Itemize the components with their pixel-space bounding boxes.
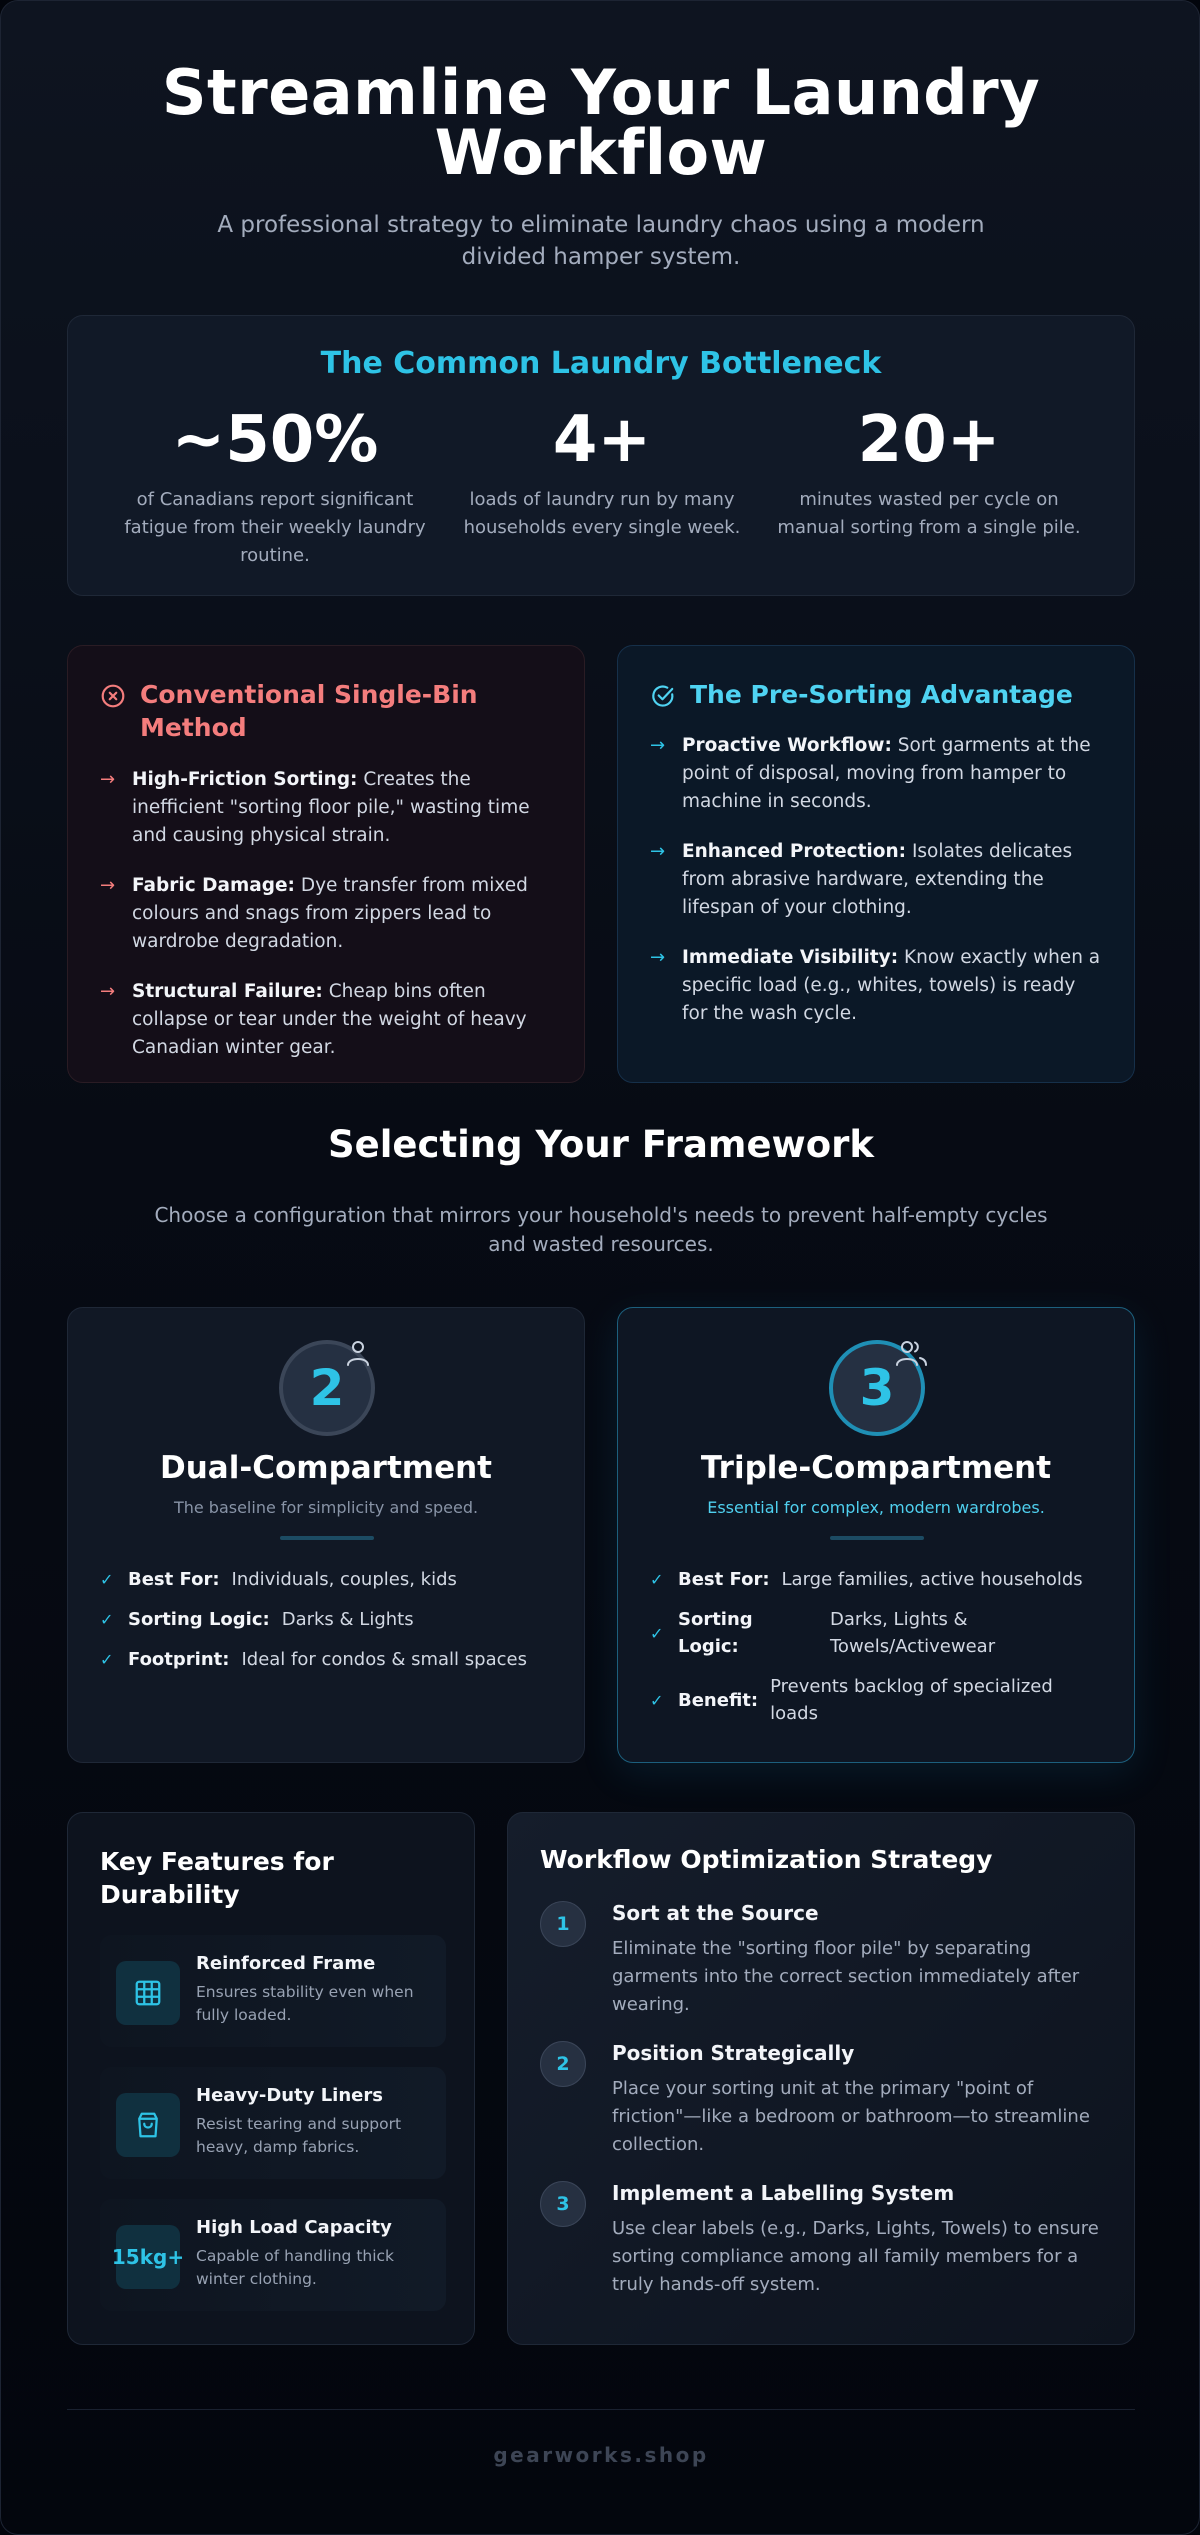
step-title: Implement a Labelling System — [612, 2181, 955, 2205]
detail-label: Best For: — [128, 1569, 220, 1590]
step-desc: Place your sorting unit at the primary "point of friction"—like a bedroom or bathroom—to streamline collection. — [612, 2078, 1090, 2155]
detail-value: Ideal for condos & small spaces — [241, 1649, 527, 1670]
key-features-card — [67, 1812, 475, 2345]
compartment-badge — [829, 1340, 925, 1436]
detail-row — [650, 1673, 1106, 1727]
detail-value: Prevents backlog of specialized loads — [770, 1676, 1053, 1724]
stat-value: 20+ — [857, 403, 1001, 477]
load-capacity-badge: 15kg+ — [111, 2245, 185, 2269]
feature-desc: Capable of handling thick winter clothing. — [196, 2247, 395, 2288]
check-icon: ✓ — [650, 1690, 664, 1710]
item-text: Isolates delicates from abrasive hardware, extending the lifespan of your clothing. — [682, 841, 1073, 918]
page-subtitle: A professional strategy to eliminate laundry chaos using a modern divided hamper system. — [217, 212, 985, 270]
stat-fatigue — [110, 404, 440, 570]
check-icon: ✓ — [650, 1623, 664, 1643]
triple-compartment-card — [617, 1307, 1135, 1763]
check-icon: ✓ — [100, 1650, 114, 1669]
list-item — [650, 838, 1104, 922]
arrow-right-icon: → — [100, 769, 116, 790]
detail-value: Darks & Lights — [281, 1609, 414, 1630]
framework-subtitle: Choose a configuration that mirrors your household's needs to prevent half-empty cycles and wasted resources. — [154, 1203, 1048, 1256]
item-label: Enhanced Protection: — [682, 841, 907, 862]
compartment-title: Dual-Compartment — [160, 1450, 492, 1486]
step-number: 2 — [540, 2041, 586, 2087]
footer-brand: gearworks.shop — [493, 2443, 709, 2467]
item-text: Creates the inefficient "sorting floor pile," wasting time and causing physical strain. — [132, 769, 530, 846]
compartment-details — [100, 1566, 556, 1686]
feature-title: High Load Capacity — [196, 2217, 392, 2238]
weight-icon — [111, 2225, 185, 2289]
compartment-number: 3 — [859, 1359, 895, 1417]
check-circle-icon — [650, 683, 676, 709]
check-icon: ✓ — [100, 1570, 114, 1589]
feature-desc: Resist tearing and support heavy, damp fabrics. — [196, 2115, 402, 2156]
detail-label: Footprint: — [128, 1649, 230, 1670]
stat-value: 4+ — [552, 403, 652, 477]
footer-divider — [67, 2409, 1135, 2410]
feature-title: Reinforced Frame — [196, 1953, 376, 1974]
compartment-subtitle: Essential for complex, modern wardrobes. — [707, 1498, 1045, 1517]
feature-title: Heavy-Duty Liners — [196, 2085, 383, 2106]
list-item — [100, 978, 554, 1062]
compartment-title: Triple-Compartment — [700, 1450, 1052, 1486]
conventional-method-card — [67, 645, 585, 1083]
item-text: Cheap bins often collapse or tear under the weight of heavy Canadian winter gear. — [132, 981, 527, 1058]
grid-frame-icon — [116, 1961, 180, 2025]
detail-row — [650, 1606, 1106, 1660]
hero — [67, 56, 1135, 273]
detail-row — [100, 1606, 556, 1633]
feature-item — [100, 2199, 446, 2311]
item-text: Know exactly when a specific load (e.g., whites, towels) is ready for the wash cycle. — [682, 947, 1101, 1024]
step-title: Sort at the Source — [612, 1901, 819, 1925]
page-title: Streamline Your Laundry Workflow — [161, 56, 1041, 189]
detail-row — [650, 1566, 1106, 1593]
compartment-number: 2 — [309, 1359, 345, 1417]
detail-label: Sorting Logic: — [128, 1609, 270, 1630]
step-number: 3 — [540, 2181, 586, 2227]
list-item — [100, 766, 554, 850]
compartment-details — [650, 1566, 1106, 1740]
step-desc: Use clear labels (e.g., Darks, Lights, Towels) to ensure sorting compliance among all family members for a truly hands-off system. — [612, 2218, 1099, 2295]
detail-row — [100, 1566, 556, 1593]
list-item — [650, 944, 1104, 1028]
bottleneck-title: The Common Laundry Bottleneck — [320, 346, 882, 381]
step-desc: Eliminate the "sorting floor pile" by separating garments into the correct section immediately after wearing. — [612, 1938, 1080, 2015]
conventional-header — [100, 678, 500, 744]
item-label: High-Friction Sorting: — [132, 769, 358, 790]
feature-item — [100, 1935, 446, 2047]
compartment-subtitle: The baseline for simplicity and speed. — [173, 1498, 479, 1517]
item-label: Structural Failure: — [132, 981, 323, 1002]
item-text: Dye transfer from mixed colours and snags from zippers lead to wardrobe degradation. — [132, 875, 528, 952]
workflow-title: Workflow Optimization Strategy — [540, 1845, 993, 1874]
bottleneck-card — [67, 315, 1135, 596]
detail-label: Sorting Logic: — [678, 1609, 753, 1657]
step-number: 1 — [540, 1901, 586, 1947]
arrow-right-icon: → — [650, 841, 666, 862]
feature-item — [100, 2067, 446, 2179]
step-title: Position Strategically — [612, 2041, 855, 2065]
conventional-list — [100, 766, 554, 1084]
detail-value: Large families, active households — [781, 1569, 1083, 1590]
item-label: Fabric Damage: — [132, 875, 295, 896]
framework-title: Selecting Your Framework — [327, 1123, 875, 1166]
users-icon — [893, 1340, 933, 1376]
list-item — [650, 732, 1104, 816]
dual-compartment-card — [67, 1307, 585, 1763]
presorting-header — [650, 678, 1073, 711]
arrow-right-icon: → — [100, 981, 116, 1002]
check-icon: ✓ — [650, 1570, 664, 1589]
arrow-right-icon: → — [650, 947, 666, 968]
x-circle-icon — [100, 683, 126, 709]
user-icon — [343, 1340, 383, 1376]
detail-value: Individuals, couples, kids — [231, 1569, 457, 1590]
detail-label: Benefit: — [678, 1689, 759, 1711]
stat-desc: of Canadians report significant fatigue from their weekly laundry routine. — [124, 489, 426, 566]
stat-minutes — [764, 404, 1094, 542]
workflow-strategy-card — [507, 1812, 1135, 2345]
feature-desc: Ensures stability even when fully loaded. — [196, 1983, 414, 2024]
item-label: Proactive Workflow: — [682, 735, 892, 756]
stat-loads — [437, 404, 767, 542]
arrow-right-icon: → — [650, 735, 666, 756]
key-features-title: Key Features for Durability — [100, 1847, 334, 1909]
detail-label: Best For: — [678, 1569, 770, 1590]
presorting-title: The Pre-Sorting Advantage — [690, 680, 1073, 709]
item-text: Sort garments at the point of disposal, moving from hamper to machine in seconds. — [682, 735, 1091, 812]
presorting-list — [650, 732, 1104, 1050]
conventional-title: Conventional Single-Bin Method — [140, 680, 478, 742]
stat-desc: minutes wasted per cycle on manual sorting from a single pile. — [777, 489, 1081, 538]
compartment-badge — [279, 1340, 375, 1436]
arrow-right-icon: → — [100, 875, 116, 896]
list-item — [100, 872, 554, 956]
check-icon: ✓ — [100, 1610, 114, 1629]
stat-desc: loads of laundry run by many households every single week. — [463, 489, 741, 538]
divider — [830, 1536, 924, 1540]
presorting-advantage-card — [617, 645, 1135, 1083]
detail-row — [100, 1646, 556, 1673]
detail-value: Darks, Lights & Towels/Activewear — [830, 1609, 996, 1657]
divider — [280, 1536, 374, 1540]
item-label: Immediate Visibility: — [682, 947, 899, 968]
stat-value: ~50% — [171, 403, 379, 477]
bag-icon — [116, 2093, 180, 2157]
